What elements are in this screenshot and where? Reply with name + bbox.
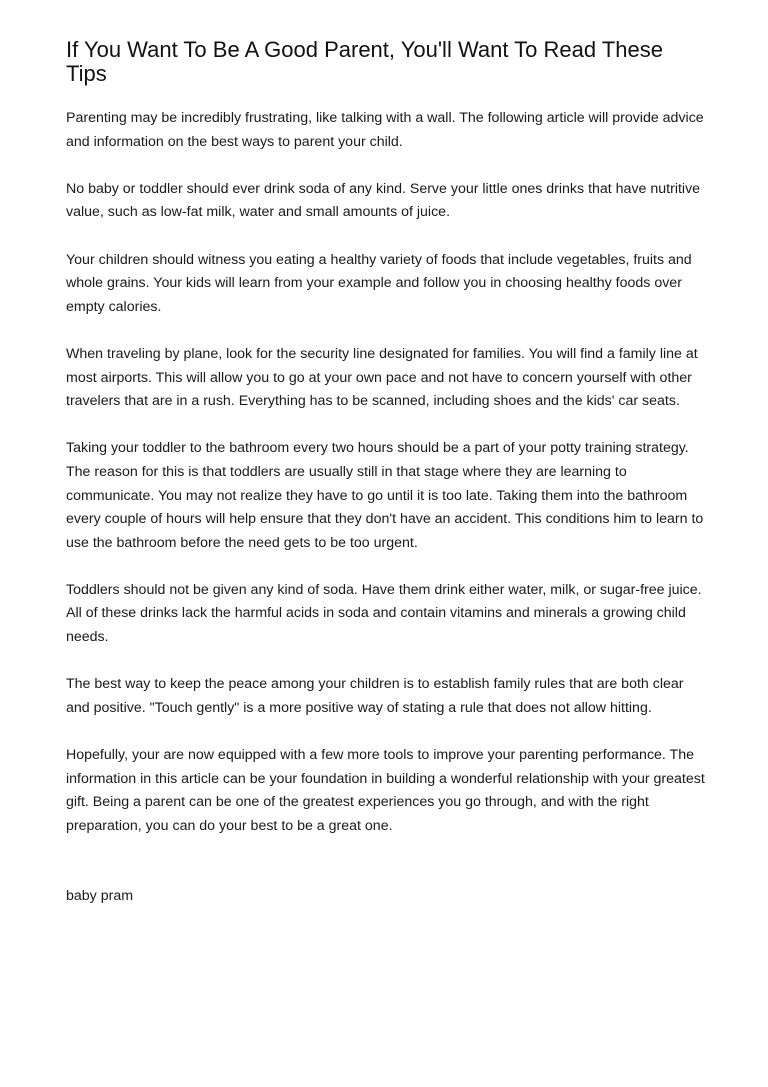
paragraph-intro: Parenting may be incredibly frustrating, like talking with a wall. The following article will provide advice and information on the best ways to parent your child. bbox=[66, 110, 704, 150]
paragraph-travel: When traveling by plane, look for the security line designated for families. You will find a family line at most airports. This will allow you to go at your own pace and not have to concern yourself with other travelers that are in a rush. Everything has to be scanned, including shoes and the kids' car seats. bbox=[66, 345, 698, 410]
paragraph-healthy-foods: Your children should witness you eating a healthy variety of foods that include vegetables, fruits and whole grains. Your kids will learn from your example and follow you in choosing healthy foods over empty calories. bbox=[66, 251, 692, 315]
paragraph-potty-training: Taking your toddler to the bathroom every two hours should be a part of your potty training strategy. The reason for this is that toddlers are usually still in that stage where they are learning to communicate. You may not realize they have to go until it is too late. Taking them into the bathroom every couple of hours will help ensure that they don't have an accident. This conditions him to learn to use the bathroom before the need gets to be too urgent. bbox=[66, 440, 704, 551]
paragraph-conclusion: Hopefully, your are now equipped with a few more tools to improve your parenting performance. The information in this article can be your foundation in building a wonderful relationship with your greatest gift. Being a parent can be one of the greatest experiences you go through, and with the right preparation, you can do your best to be a great one. bbox=[66, 747, 705, 834]
paragraph-family-rules: The best way to keep the peace among your children is to establish family rules that are both clear and positive. "Touch gently" is a more positive way of stating a rule that does not allow hitting. bbox=[66, 676, 684, 716]
paragraph-soda: No baby or toddler should ever drink soda of any kind. Serve your little ones drinks that have nutritive value, such as low-fat milk, water and small amounts of juice. bbox=[66, 180, 701, 221]
paragraph-toddler-drinks: Toddlers should not be given any kind of soda. Have them drink either water, milk, or sugar-free juice. All of these drinks lack the harmful acids in soda and contain vitamins and minerals a growing child needs. bbox=[66, 581, 702, 646]
document-page bbox=[66, 38, 706, 909]
baby-pram-link[interactable]: baby pram bbox=[66, 888, 134, 905]
article-title: If You Want To Be A Good Parent, You'll Want To Read These Tips bbox=[66, 37, 663, 86]
